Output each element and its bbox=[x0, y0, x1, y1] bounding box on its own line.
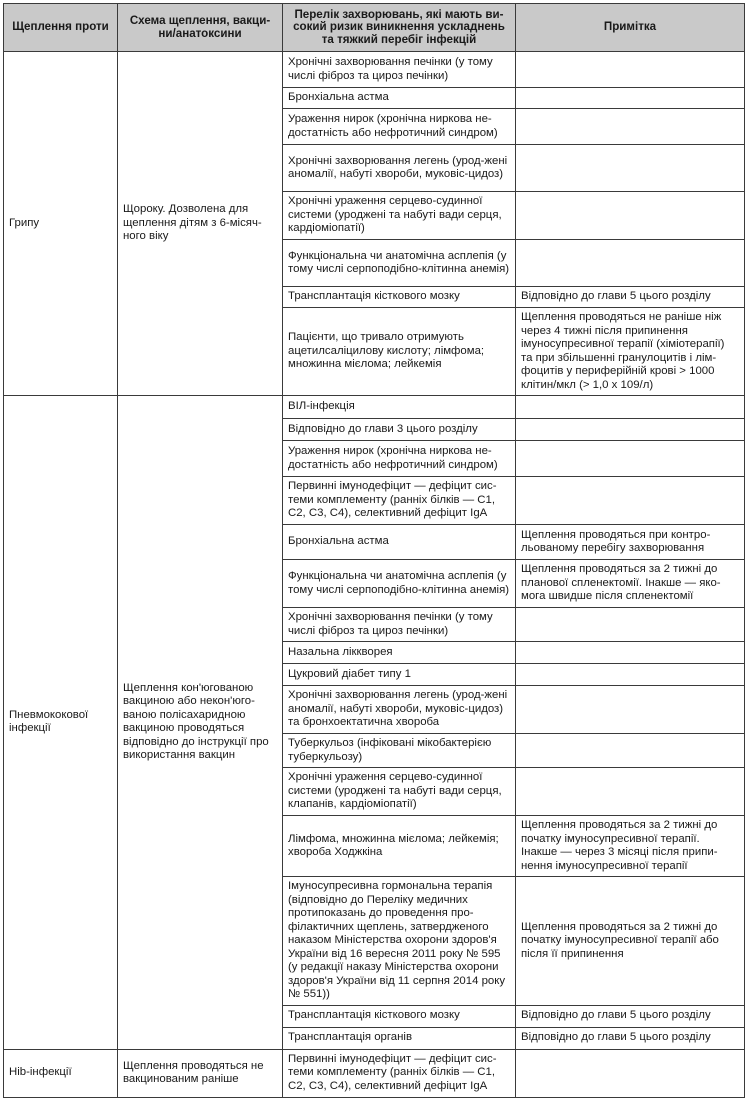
disease-cell: Бронхіальна астма bbox=[283, 88, 516, 109]
disease-cell: Цукровий діабет типу 1 bbox=[283, 664, 516, 686]
disease-cell: Хронічні захворювання легень (урод-жені аномалії, набуті хвороби, муковіс-цидоз) bbox=[283, 145, 516, 192]
disease-cell: Хронічні ураження серцево-судинної системи (уроджені та набуті вади серця, кардіоміопатії) bbox=[283, 192, 516, 240]
note-cell bbox=[516, 608, 745, 642]
note-cell: Відповідно до глави 5 цього розділу bbox=[516, 1005, 745, 1027]
note-cell bbox=[516, 109, 745, 145]
vaccination-table bbox=[3, 3, 745, 1098]
header-scheme: Схема щеплення, вакци-ни/анатоксини bbox=[118, 4, 283, 52]
note-cell: Щеплення проводяться за 2 тижні до початку імуносупресивної терапії. Інакше — через 3 місяці після припи-нення імуносупресивної терапії bbox=[516, 816, 745, 877]
note-cell bbox=[516, 88, 745, 109]
disease-cell: Первинні імунодефіцит — дефіцит сис-теми комплементу (ранніх білків — С1, С2, С3, С4), селективний дефіцит IgA bbox=[283, 477, 516, 525]
disease-cell: Первинні імунодефіцит — дефіцит сис-теми комплементу (ранніх білків — С1, С2, С3, С4), селективний дефіцит IgA bbox=[283, 1049, 516, 1097]
table-row bbox=[4, 1049, 745, 1097]
disease-cell: Трансплантація кісткового мозку bbox=[283, 287, 516, 308]
note-cell bbox=[516, 664, 745, 686]
note-cell bbox=[516, 477, 745, 525]
note-cell bbox=[516, 441, 745, 477]
header-row bbox=[4, 4, 745, 52]
table-row bbox=[4, 52, 745, 88]
disease-cell: Лімфома, множинна мієлома; лейкемія; хвороба Ходжкіна bbox=[283, 816, 516, 877]
disease-cell: ВІЛ-інфекція bbox=[283, 396, 516, 419]
note-cell bbox=[516, 240, 745, 287]
disease-cell: Пацієнти, що тривало отримують ацетилсаліцилову кислоту; лімфома; множинна мієлома; лейкемія bbox=[283, 308, 516, 396]
table-row bbox=[4, 396, 745, 419]
disease-cell: Ураження нирок (хронічна ниркова не-достатність або нефротичний синдром) bbox=[283, 109, 516, 145]
disease-cell: Туберкульоз (інфіковані мікобактерією туберкульозу) bbox=[283, 734, 516, 768]
note-cell bbox=[516, 1049, 745, 1097]
note-cell: Відповідно до глави 5 цього розділу bbox=[516, 287, 745, 308]
vaccination-against-cell: Hib-інфекції bbox=[4, 1049, 118, 1097]
note-cell bbox=[516, 686, 745, 734]
note-cell bbox=[516, 396, 745, 419]
note-cell bbox=[516, 192, 745, 240]
note-cell: Щеплення проводяться за 2 тижні до планової спленектомії. Інакше — яко-мога швидше після спленектомії bbox=[516, 560, 745, 608]
vaccination-against-cell: Пневмококової інфекції bbox=[4, 396, 118, 1050]
disease-cell: Ураження нирок (хронічна ниркова не-достатність або нефротичний синдром) bbox=[283, 441, 516, 477]
disease-cell: Хронічні ураження серцево-судинної системи (уроджені та набуті вади серця, клапанів, кардіоміопатії) bbox=[283, 768, 516, 816]
header-vaccination-against: Щеплення проти bbox=[4, 4, 118, 52]
scheme-cell: Щеплення кон'югованою вакциною або некон'юго-ваною полісахаридною вакциною проводяться відповідно до інструкції про використання вакцин bbox=[118, 396, 283, 1050]
header-diseases: Перелік захворювань, які мають ви-сокий ризик виникнення ускладнень та тяжкий перебіг інфекцій bbox=[283, 4, 516, 52]
note-cell: Щеплення проводяться за 2 тижні до початку імуносупресивної терапії або після її припинення bbox=[516, 877, 745, 1006]
note-cell: Щеплення проводяться при контро-льованому перебігу захворювання bbox=[516, 525, 745, 560]
disease-cell: Хронічні захворювання печінки (у тому числі фіброз та цироз печінки) bbox=[283, 52, 516, 88]
note-cell bbox=[516, 642, 745, 664]
disease-cell: Трансплантація кісткового мозку bbox=[283, 1005, 516, 1027]
note-cell bbox=[516, 734, 745, 768]
note-cell: Відповідно до глави 5 цього розділу bbox=[516, 1027, 745, 1049]
note-cell bbox=[516, 145, 745, 192]
disease-cell: Відповідно до глави 3 цього розділу bbox=[283, 419, 516, 441]
table-body bbox=[4, 52, 745, 1098]
disease-cell: Назальна ліккворея bbox=[283, 642, 516, 664]
scheme-cell: Щороку. Дозволена для щеплення дітям з 6-місяч-ного віку bbox=[118, 52, 283, 396]
scheme-cell: Щеплення проводяться не вакцинованим раніше bbox=[118, 1049, 283, 1097]
disease-cell: Трансплантація органів bbox=[283, 1027, 516, 1049]
vaccination-against-cell: Грипу bbox=[4, 52, 118, 396]
disease-cell: Функціональна чи анатомічна асплепія (у тому числі серпоподібно-клітинна анемія) bbox=[283, 560, 516, 608]
disease-cell: Імуносупресивна гормональна терапія (відповідно до Переліку медичних протипоказань до проведення про-філактичних щеплень, затвердженого наказом Міністерства охорони здоров'я України від 16 вересня 2011 року № 595 (у редакції наказу Міністерства охорони здоров'я України від 11 серпня 2014 року № 551)) bbox=[283, 877, 516, 1006]
note-cell bbox=[516, 768, 745, 816]
disease-cell: Хронічні захворювання легень (урод-жені аномалії, набуті хвороби, муковіс-цидоз) та бронхоектатична хвороба bbox=[283, 686, 516, 734]
header-note: Примітка bbox=[516, 4, 745, 52]
note-cell bbox=[516, 52, 745, 88]
disease-cell: Функціональна чи анатомічна асплепія (у тому числі серпоподібно-клітинна анемія) bbox=[283, 240, 516, 287]
note-cell bbox=[516, 419, 745, 441]
disease-cell: Хронічні захворювання печінки (у тому числі фіброз та цироз печінки) bbox=[283, 608, 516, 642]
note-cell: Щеплення проводяться не раніше ніж через 4 тижні після припинення імуносупресивної терапії (хіміотерапії) та при збільшенні гранулоцитів і лім-фоцитів у периферійній крові > 1000 клітин/мкл (> 1,0 х 109/л) bbox=[516, 308, 745, 396]
disease-cell: Бронхіальна астма bbox=[283, 525, 516, 560]
